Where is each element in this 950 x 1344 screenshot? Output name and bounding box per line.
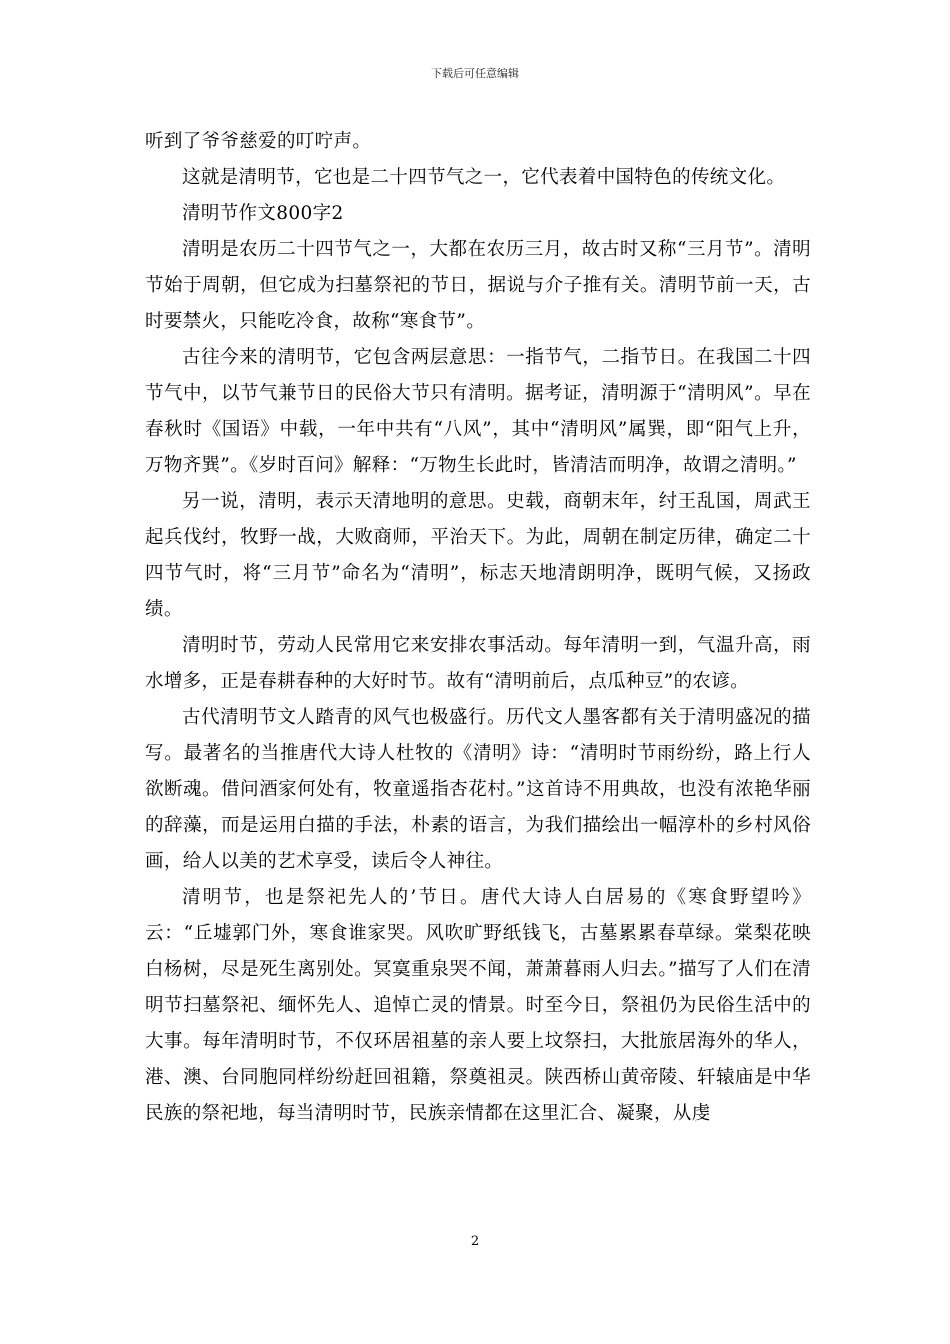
page-header: 下载后可任意编辑 xyxy=(431,67,519,80)
paragraph: 这就是清明节，它也是二十四节气之一，它代表着中国特色的传统文化。 xyxy=(182,167,786,188)
paragraph: 古代清明节文人踏青的风气也极盛行。历代文人墨客都有关于清明盛况的描写。最著名的当推唐代大诗人杜牧的《清明》诗：“清明时节雨纷纷，路上行人欲断魂。借问酒家何处有，牧童遥指杏花村。”这首诗不用典故，也没有浓艳华丽的辞藻，而是运用白描的手法，朴素的语言，为我们描绘出一幅淳朴的乡村风俗画，给人以美的艺术享受，读后令人神往。 xyxy=(145,707,811,872)
paragraph: 另一说，清明，表示天清地明的意思。史载，商朝末年，纣王乱国，周武王起兵伐纣，牧野一战，大败商师，平治天下。为此，周朝在制定历律，确定二十四节气时，将“三月节”命名为“清明”，标志天地清朗明净，既明气候，又扬政绩。 xyxy=(145,491,811,620)
paragraph: 清明节，也是祭祀先人的’节日。唐代大诗人白居易的《寒食野望吟》云：“丘墟郭门外，寒食谁家哭。风吹旷野纸钱飞，古墓累累春草绿。棠梨花映白杨树，尽是死生离别处。冥寞重泉哭不闻，萧萧暮雨人归去。”描写了人们在清明节扫墓祭祀、缅怀先人、追悼亡灵的情景。时至今日，祭祖仍为民俗生活中的大事。每年清明时节，不仅环居祖墓的亲人要上坟祭扫，大批旅居海外的华人，港、澳、台同胞同样纷纷赶回祖籍，祭奠祖灵。陕西桥山黄帝陵、轩辕庙是中华民族的祭祀地，每当清明时节，民族亲情都在这里汇合、凝聚，从虔 xyxy=(145,887,811,1124)
paragraph: 清明是农历二十四节气之一，大都在农历三月，故古时又称“三月节”。清明节始于周朝，但它成为扫墓祭祀的节日，据说与介子推有关。清明节前一天，古时要禁火，只能吃冷食，故称“寒食节”。 xyxy=(145,239,811,332)
section-heading: 清明节作文800字2 xyxy=(182,203,344,224)
paragraph: 清明时节，劳动人民常用它来安排农事活动。每年清明一到，气温升高，雨水增多，正是春耕春种的大好时节。故有“清明前后，点瓜种豆”的农谚。 xyxy=(145,635,811,692)
paragraph: 古往今来的清明节，它包含两层意思：一指节气，二指节日。在我国二十四节气中，以节气兼节日的民俗大节只有清明。据考证，清明源于“清明风”。早在春秋时《国语》中载，一年中共有“八风”，其中“清明风”属巽，即“阳气上升，万物齐巽”。《岁时百问》解释：“万物生长此时，皆清洁而明净，故谓之清明。” xyxy=(145,347,811,476)
paragraph-continuation: 听到了爷爷慈爱的叮咛声。 xyxy=(145,131,372,152)
page-number: 2 xyxy=(470,1234,480,1249)
document-body xyxy=(145,124,811,1132)
